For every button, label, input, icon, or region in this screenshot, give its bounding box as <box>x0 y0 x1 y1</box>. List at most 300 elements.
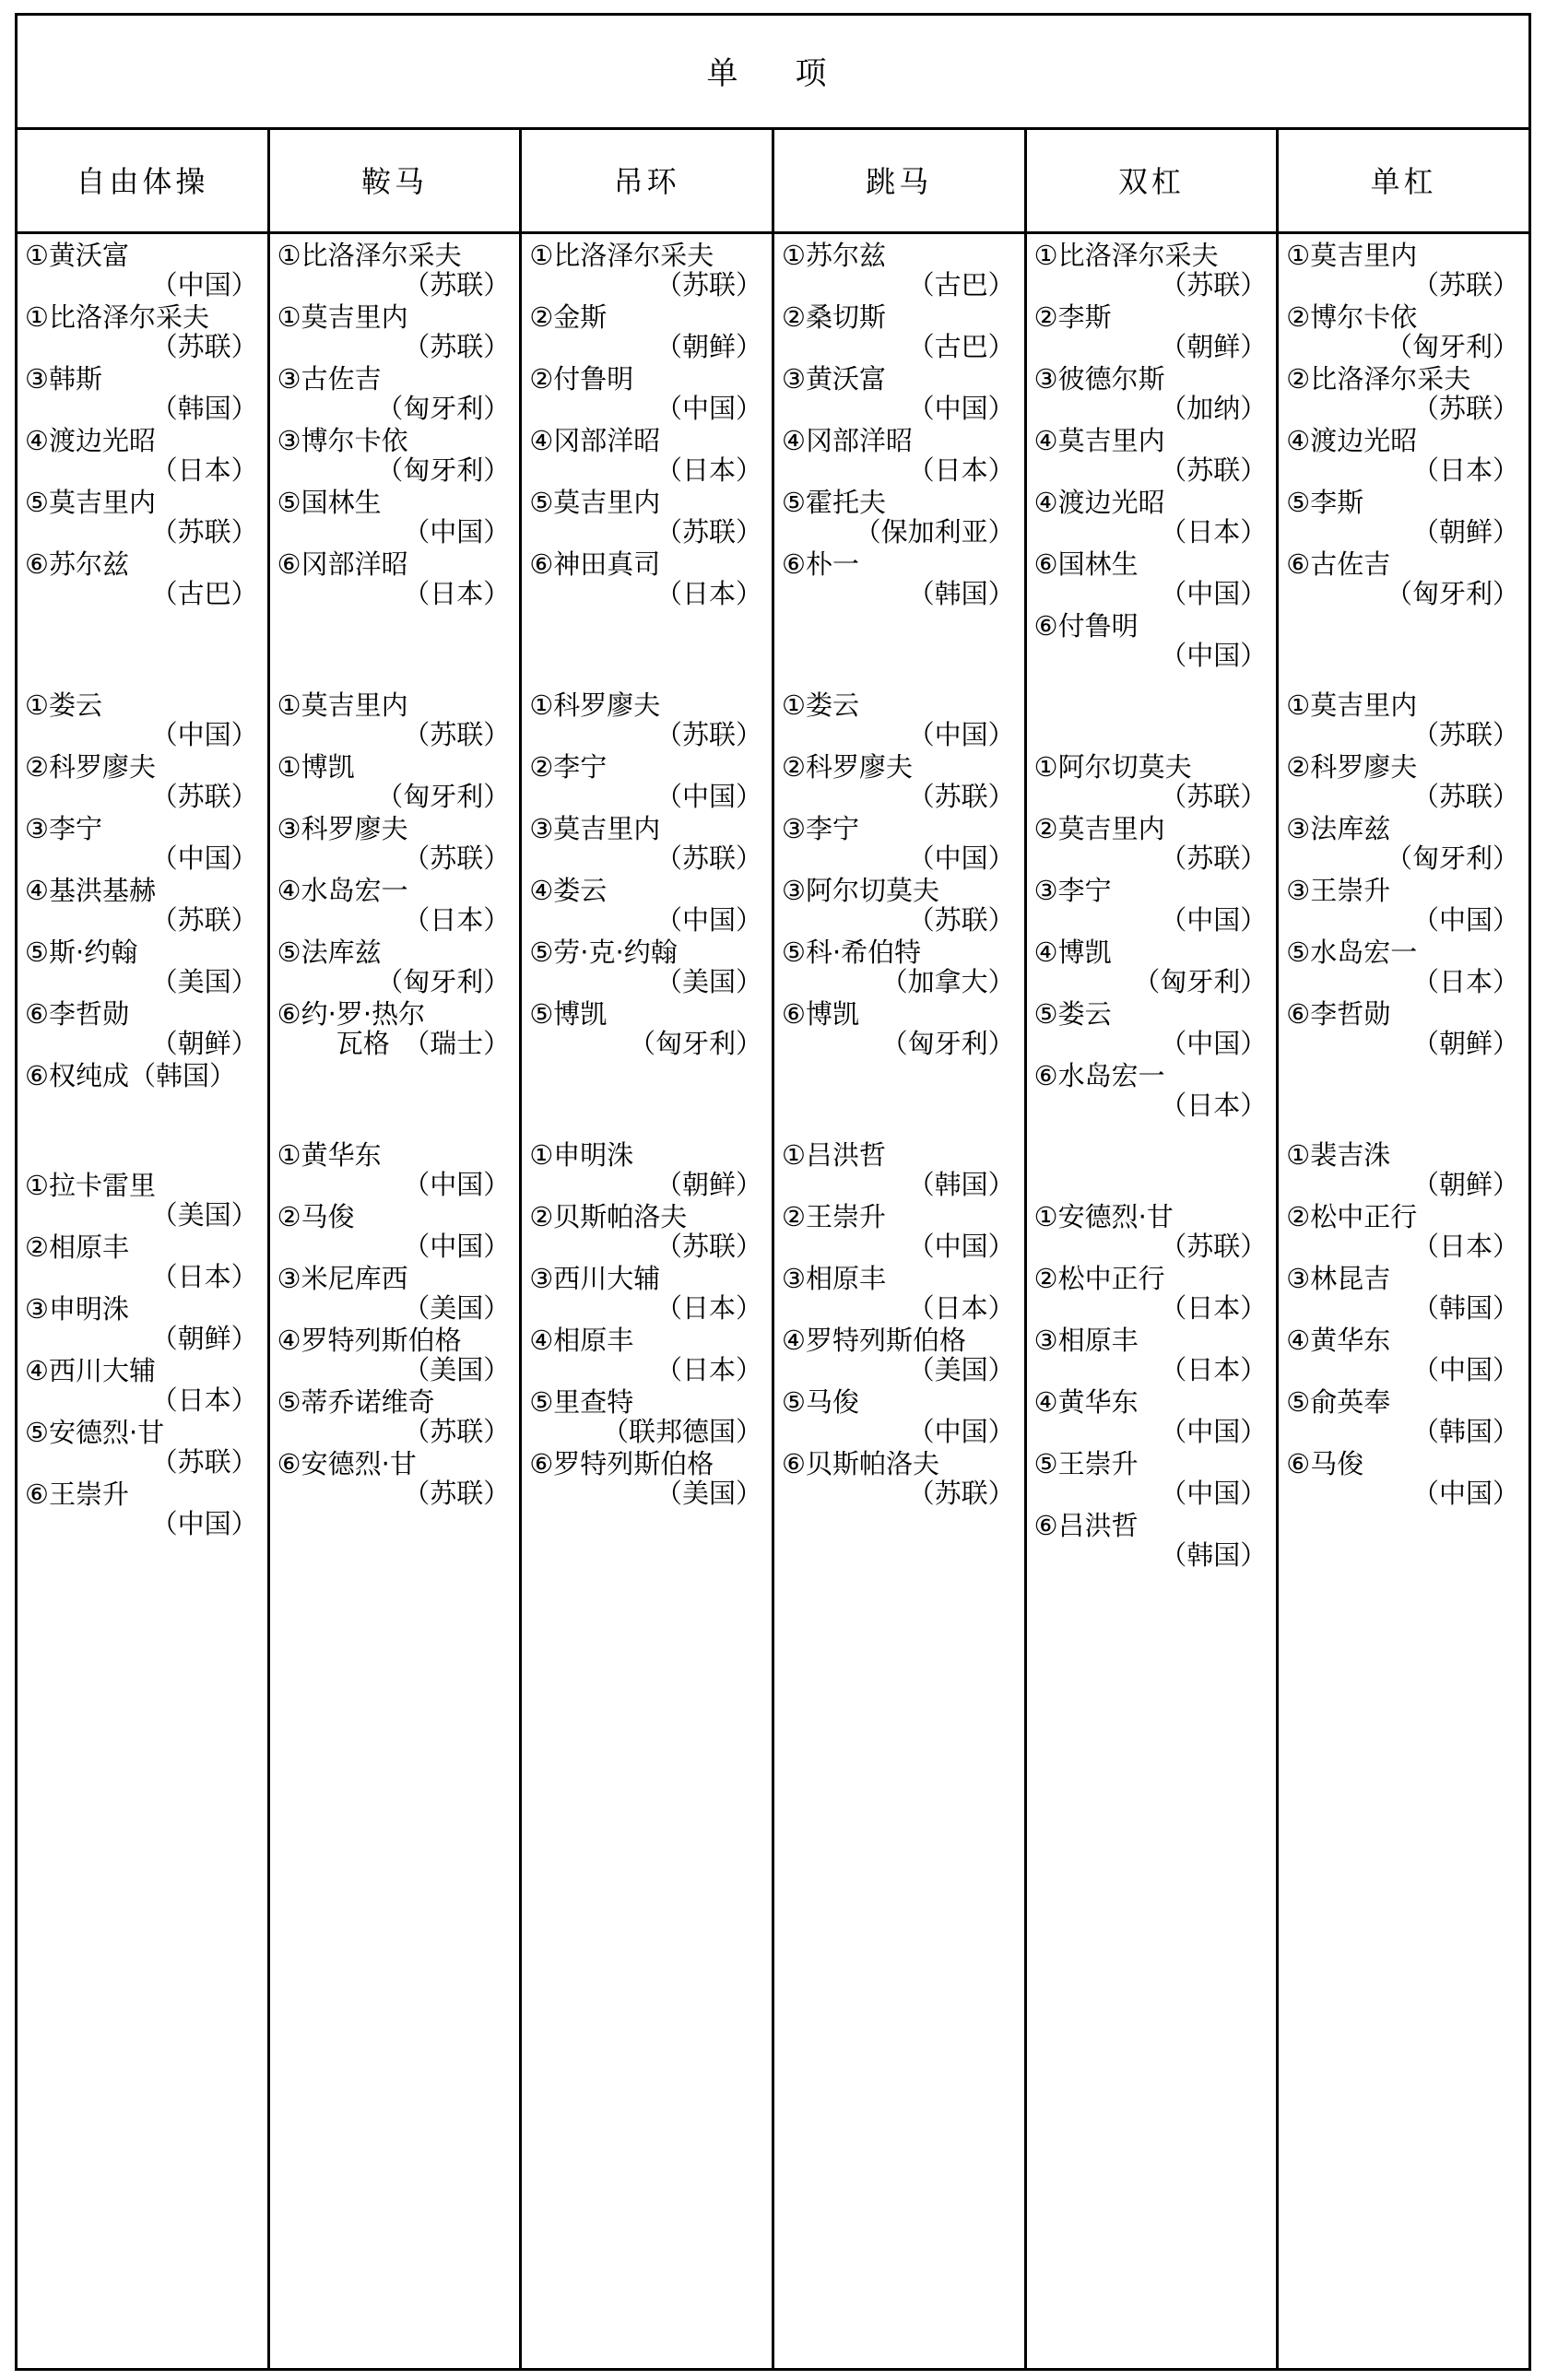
result-group <box>277 240 514 610</box>
result-entry <box>782 1139 1019 1201</box>
result-entry <box>277 998 514 1060</box>
result-group <box>1034 240 1271 672</box>
cell-column-horizontal-bar <box>1278 232 1530 2369</box>
entry-name: ⑤国林生 <box>277 486 382 518</box>
entry-country: （韩国） <box>1160 1538 1268 1571</box>
result-entry <box>277 751 514 813</box>
entry-country: 瓦格 （瑞士） <box>336 1027 511 1059</box>
result-entry <box>529 425 766 487</box>
entry-name: ①比洛泽尔采夫 <box>25 300 209 333</box>
result-entry <box>1286 689 1523 751</box>
entry-country: （苏联） <box>1411 268 1519 300</box>
entry-country: （美国） <box>655 965 762 997</box>
table-title-row <box>17 15 1530 129</box>
entry-country: （中国） <box>655 903 762 936</box>
group-spacer <box>1286 1060 1523 1139</box>
result-entry <box>1286 1386 1523 1448</box>
entry-country: （日本） <box>1411 965 1519 997</box>
entry-name: ①黄沃富 <box>25 239 129 271</box>
entry-country: （匈牙利） <box>376 965 511 997</box>
result-entry <box>277 1386 514 1448</box>
entry-name: ③李宁 <box>1033 874 1112 906</box>
entry-name: ⑥罗特列斯伯格 <box>529 1447 714 1479</box>
result-entry <box>277 301 514 363</box>
entry-name: ①莫吉里内 <box>1286 689 1418 721</box>
entry-country: （日本） <box>403 577 511 609</box>
result-entry <box>277 813 514 875</box>
cell-column-rings <box>521 232 773 2369</box>
entry-name: ⑤博凯 <box>529 997 608 1030</box>
entry-country: （古巴） <box>907 268 1015 300</box>
entry-name: ①娄云 <box>781 689 859 721</box>
entry-name: ⑤马俊 <box>781 1385 859 1418</box>
entry-country: （中国） <box>907 842 1015 874</box>
result-group <box>529 240 766 610</box>
entry-country: （苏联） <box>907 903 1015 936</box>
result-group <box>277 1139 514 1510</box>
entry-name: ⑤法库兹 <box>277 936 382 968</box>
entry-country: （苏联） <box>150 330 258 362</box>
result-entry <box>782 1325 1019 1386</box>
entry-name: ①莫吉里内 <box>277 300 408 333</box>
entry-country: （苏联） <box>1160 268 1268 300</box>
entry-country: （美国） <box>403 1353 511 1385</box>
entry-name: ⑥神田真司 <box>529 548 661 580</box>
entry-name: ②莫吉里内 <box>1033 812 1165 844</box>
entry-country: （日本） <box>150 1260 258 1292</box>
result-entry <box>529 363 766 425</box>
result-entry <box>782 240 1019 301</box>
entry-name: ①安德烈·甘 <box>1033 1200 1174 1232</box>
result-entry <box>529 240 766 301</box>
entry-country: （日本） <box>655 454 762 486</box>
entry-country: （中国） <box>907 718 1015 750</box>
entry-country: （中国） <box>403 1230 511 1262</box>
result-entry <box>1034 240 1271 301</box>
entry-name: ①吕洪哲 <box>781 1138 886 1171</box>
entry-country: （苏联） <box>655 718 762 750</box>
entry-name: ④黄华东 <box>1286 1324 1391 1356</box>
group-spacer <box>277 1060 514 1139</box>
result-entry <box>1034 425 1271 487</box>
entry-name: ⑥王崇升 <box>25 1478 129 1510</box>
entry-name: ③西川大辅 <box>529 1262 661 1294</box>
result-entry <box>277 1201 514 1263</box>
entry-country: （苏联） <box>150 515 258 548</box>
entry-country: （苏联） <box>1160 454 1268 486</box>
entry-country: （中国） <box>1160 1027 1268 1059</box>
entry-country: （美国） <box>150 965 258 997</box>
entry-name: ⑥冈部洋昭 <box>277 548 408 580</box>
entry-country: （日本） <box>1160 1291 1268 1324</box>
result-entry <box>1034 610 1271 672</box>
result-entry <box>782 301 1019 363</box>
result-entry <box>277 240 514 301</box>
result-entry <box>25 998 262 1060</box>
result-entry <box>25 1355 262 1417</box>
entry-country: （苏联） <box>1411 780 1519 812</box>
entry-country: （美国） <box>403 1291 511 1324</box>
result-entry <box>1286 875 1523 937</box>
column-header-rings: 吊环 <box>521 128 773 232</box>
entry-country: （中国） <box>403 1168 511 1200</box>
result-entry <box>1034 751 1271 813</box>
entry-country: （苏联） <box>655 1230 762 1262</box>
result-entry <box>782 487 1019 548</box>
result-entry <box>1034 1263 1271 1325</box>
result-entry <box>1286 937 1523 998</box>
entry-country: （苏联） <box>655 842 762 874</box>
group-spacer <box>277 610 514 689</box>
entry-country: （加纳） <box>1160 392 1268 424</box>
result-entry <box>1034 875 1271 937</box>
cell-column-pommel-horse <box>268 232 521 2369</box>
entry-name: ④水岛宏一 <box>277 874 408 906</box>
entry-name: ⑤斯·约翰 <box>25 936 138 968</box>
result-entry <box>1286 363 1523 425</box>
result-group <box>25 1170 262 1540</box>
result-group <box>782 240 1019 610</box>
result-entry <box>25 689 262 751</box>
entry-country: （加拿大） <box>880 965 1015 997</box>
result-entry <box>25 1060 262 1090</box>
result-entry <box>277 689 514 751</box>
entry-country: （韩国） <box>150 392 258 424</box>
entry-name: ①博凯 <box>277 750 355 783</box>
entry-country: （匈牙利） <box>1133 965 1268 997</box>
entry-name: ①阿尔切莫夫 <box>1033 750 1192 783</box>
entry-name: ⑥权纯成（韩国） <box>25 1059 236 1091</box>
entry-name: ③古佐吉 <box>277 362 382 395</box>
entry-country: （苏联） <box>1411 392 1519 424</box>
result-entry <box>782 1448 1019 1510</box>
result-entry <box>1286 998 1523 1060</box>
entry-name: ①裴吉洙 <box>1286 1138 1391 1171</box>
entry-country: （朝鲜） <box>150 1322 258 1354</box>
group-spacer <box>1034 672 1271 751</box>
entry-country: （匈牙利） <box>376 392 511 424</box>
result-entry <box>1286 751 1523 813</box>
result-group <box>782 1139 1019 1510</box>
result-group <box>1034 1201 1271 1572</box>
entry-country: （苏联） <box>403 1477 511 1509</box>
entry-country: （朝鲜） <box>655 330 762 362</box>
result-entry <box>529 548 766 610</box>
entry-country: （苏联） <box>150 903 258 936</box>
entry-name: ⑥国林生 <box>1033 548 1139 580</box>
entry-name: ⑤劳·克·约翰 <box>529 936 678 968</box>
entry-country: （苏联） <box>403 268 511 300</box>
result-entry <box>1286 487 1523 548</box>
entry-name: ④罗特列斯伯格 <box>277 1324 462 1356</box>
entry-country: （中国） <box>150 268 258 300</box>
group-spacer <box>1034 1122 1271 1201</box>
column-header-pommel-horse: 鞍马 <box>268 128 521 232</box>
entry-name: ①比洛泽尔采夫 <box>277 239 462 271</box>
result-entry <box>25 548 262 610</box>
entry-name: ⑤蒂乔诺维奇 <box>277 1385 435 1418</box>
entry-name: ⑥安德烈·甘 <box>277 1447 417 1479</box>
entry-name: ③莫吉里内 <box>529 812 661 844</box>
entry-name: ⑥吕洪哲 <box>1033 1509 1139 1541</box>
result-entry <box>1286 1139 1523 1201</box>
entry-name: ③申明洙 <box>25 1292 129 1325</box>
result-entry <box>1034 301 1271 363</box>
entry-name: ⑤俞英奉 <box>1286 1385 1391 1418</box>
entry-name: ④基洪基赫 <box>25 874 156 906</box>
entry-country: （古巴） <box>150 577 258 609</box>
entry-country: （日本） <box>655 1353 762 1385</box>
column-header-horizontal-bar: 单杠 <box>1278 128 1530 232</box>
table-header-row <box>17 128 1530 232</box>
entry-name: ③科罗廖夫 <box>277 812 408 844</box>
entry-country: （联邦德国） <box>601 1415 762 1447</box>
entry-country: （中国） <box>150 1507 258 1539</box>
group-spacer <box>529 610 766 689</box>
entry-name: ②科罗廖夫 <box>25 750 156 783</box>
entry-name: ②松中正行 <box>1033 1262 1165 1294</box>
group-spacer <box>25 1090 262 1170</box>
entry-country: （苏联） <box>150 1445 258 1478</box>
entry-name: ③韩斯 <box>25 362 102 395</box>
result-entry <box>782 425 1019 487</box>
entry-country: （中国） <box>1411 1477 1519 1509</box>
entry-name: ③林昆吉 <box>1286 1262 1391 1294</box>
entry-name: ⑤娄云 <box>1033 997 1112 1030</box>
result-entry <box>25 301 262 363</box>
result-entry <box>782 1386 1019 1448</box>
result-entry <box>529 1448 766 1510</box>
entry-country: （日本） <box>1411 1230 1519 1262</box>
column-header-vault: 跳马 <box>773 128 1025 232</box>
result-entry <box>1034 1201 1271 1263</box>
entry-name: ⑤水岛宏一 <box>1286 936 1418 968</box>
entry-name: ④冈部洋昭 <box>529 424 661 456</box>
result-entry <box>25 1417 262 1479</box>
entry-name: ③相原丰 <box>781 1262 886 1294</box>
column-header-parallel-bars: 双杠 <box>1025 128 1278 232</box>
entry-country: （匈牙利） <box>1385 842 1519 874</box>
entry-country: （中国） <box>655 392 762 424</box>
result-entry <box>1286 548 1523 610</box>
entry-country: （日本） <box>655 577 762 609</box>
result-entry <box>1034 1386 1271 1448</box>
result-group <box>1286 240 1523 610</box>
result-entry <box>25 487 262 548</box>
result-entry <box>529 751 766 813</box>
entry-country: （中国） <box>1411 1353 1519 1385</box>
entry-country: （苏联） <box>1160 842 1268 874</box>
result-entry <box>277 1325 514 1386</box>
table-body-row <box>17 232 1530 2369</box>
result-entry <box>25 1293 262 1355</box>
entry-country: （苏联） <box>1160 780 1268 812</box>
result-entry <box>782 751 1019 813</box>
entry-name: ⑥博凯 <box>781 997 859 1030</box>
entry-country: （苏联） <box>403 718 511 750</box>
entry-country: （中国） <box>1411 903 1519 936</box>
entry-country: （匈牙利） <box>628 1027 762 1059</box>
result-entry <box>1286 813 1523 875</box>
entry-country: （苏联） <box>655 515 762 548</box>
entry-country: （中国） <box>403 515 511 548</box>
entry-name: ②付鲁明 <box>529 362 634 395</box>
entry-country: （日本） <box>1160 515 1268 548</box>
entry-country: （韩国） <box>907 577 1015 609</box>
result-group <box>1286 1139 1523 1510</box>
result-group <box>25 240 262 610</box>
entry-country: （匈牙利） <box>376 780 511 812</box>
result-entry <box>25 875 262 937</box>
entry-name: ⑥李哲勋 <box>1286 997 1391 1030</box>
entry-name: ③李宁 <box>781 812 859 844</box>
result-group <box>1286 689 1523 1060</box>
result-entry <box>1034 937 1271 998</box>
result-entry <box>277 1263 514 1325</box>
result-entry <box>529 998 766 1060</box>
result-group <box>529 1139 766 1510</box>
entry-country: （日本） <box>403 903 511 936</box>
entry-country: （韩国） <box>907 1168 1015 1200</box>
entry-name: ①申明洙 <box>529 1138 634 1171</box>
entry-name: ③博尔卡依 <box>277 424 408 456</box>
entry-name: ⑥付鲁明 <box>1033 609 1139 642</box>
group-spacer <box>1286 610 1523 689</box>
entry-name: ②科罗廖夫 <box>1286 750 1418 783</box>
table-title: 单 项 <box>17 15 1530 129</box>
entry-name: ③相原丰 <box>1033 1324 1139 1356</box>
result-entry <box>1286 301 1523 363</box>
result-entry <box>782 998 1019 1060</box>
entry-name: ④相原丰 <box>529 1324 634 1356</box>
entry-country: （美国） <box>655 1477 762 1509</box>
entry-name: ①拉卡雷里 <box>25 1169 156 1201</box>
result-entry <box>1286 1263 1523 1325</box>
entry-name: ④娄云 <box>529 874 608 906</box>
entry-country: （韩国） <box>1411 1415 1519 1447</box>
result-entry <box>782 875 1019 937</box>
entry-name: ①娄云 <box>25 689 102 721</box>
result-entry <box>1034 1510 1271 1572</box>
entry-name: ③法库兹 <box>1286 812 1391 844</box>
result-entry <box>25 1231 262 1293</box>
entry-name: ④渡边光昭 <box>25 424 156 456</box>
entry-name: ⑤科·希伯特 <box>781 936 922 968</box>
entry-country: （中国） <box>1160 903 1268 936</box>
entry-country: （匈牙利） <box>880 1027 1015 1059</box>
entry-name: ⑤王崇升 <box>1033 1447 1139 1479</box>
entry-country: （日本） <box>655 1291 762 1324</box>
entry-name: ①比洛泽尔采夫 <box>529 239 714 271</box>
result-entry <box>1286 240 1523 301</box>
result-group <box>1034 751 1271 1122</box>
entry-country: （保加利亚） <box>854 515 1015 548</box>
result-entry <box>1286 1201 1523 1263</box>
result-entry <box>529 1386 766 1448</box>
result-entry <box>1034 998 1271 1060</box>
entry-name: ②松中正行 <box>1286 1200 1418 1232</box>
entry-name: ③米尼库西 <box>277 1262 408 1294</box>
entry-name: ②金斯 <box>529 300 608 333</box>
entry-country: （苏联） <box>655 268 762 300</box>
entry-name: ④黄华东 <box>1033 1385 1139 1418</box>
entry-country: （美国） <box>907 1353 1015 1385</box>
entry-name: ④博凯 <box>1033 936 1112 968</box>
entry-name: ④渡边光昭 <box>1286 424 1418 456</box>
result-entry <box>277 425 514 487</box>
entry-country: （朝鲜） <box>1160 330 1268 362</box>
result-entry <box>25 363 262 425</box>
result-entry <box>25 937 262 998</box>
entry-name: ④罗特列斯伯格 <box>781 1324 966 1356</box>
entry-country: （中国） <box>655 780 762 812</box>
entry-country: （中国） <box>1160 639 1268 671</box>
result-entry <box>529 1263 766 1325</box>
entry-name: ⑤莫吉里内 <box>25 486 156 518</box>
result-entry <box>25 240 262 301</box>
result-entry <box>277 1448 514 1510</box>
result-entry <box>529 937 766 998</box>
entry-country: （日本） <box>150 454 258 486</box>
entry-country: （匈牙利） <box>1385 577 1519 609</box>
entry-name: ④渡边光昭 <box>1033 486 1165 518</box>
entry-country: （美国） <box>150 1198 258 1231</box>
entry-name: ⑥马俊 <box>1286 1447 1364 1479</box>
single-events-table <box>15 13 1531 2371</box>
entry-name: ②博尔卡依 <box>1286 300 1418 333</box>
result-entry <box>529 301 766 363</box>
group-spacer <box>529 1060 766 1139</box>
cell-column-floor <box>17 232 269 2369</box>
entry-name: ③黄沃富 <box>781 362 886 395</box>
entry-name: ①比洛泽尔采夫 <box>1033 239 1219 271</box>
result-entry <box>782 548 1019 610</box>
group-spacer <box>782 1060 1019 1139</box>
column-header-floor: 自由体操 <box>17 128 269 232</box>
result-entry <box>782 363 1019 425</box>
result-entry <box>25 1479 262 1540</box>
entry-name: ⑤安德烈·甘 <box>25 1416 165 1448</box>
result-group <box>25 689 262 1090</box>
entry-country: （朝鲜） <box>1411 1027 1519 1059</box>
entry-country: （日本） <box>907 454 1015 486</box>
entry-country: （中国） <box>907 1415 1015 1447</box>
result-entry <box>529 1325 766 1386</box>
entry-country: （日本） <box>907 1291 1015 1324</box>
entry-name: ①苏尔兹 <box>781 239 886 271</box>
result-entry <box>529 813 766 875</box>
entry-country: （古巴） <box>907 330 1015 362</box>
result-entry <box>1286 1448 1523 1510</box>
entry-country: （苏联） <box>403 1415 511 1447</box>
entry-country: （日本） <box>1160 1353 1268 1385</box>
entry-name: ①莫吉里内 <box>1286 239 1418 271</box>
entry-country: （苏联） <box>403 330 511 362</box>
cell-column-parallel-bars <box>1025 232 1278 2369</box>
entry-country: （苏联） <box>907 780 1015 812</box>
entry-name: ⑥朴一 <box>781 548 859 580</box>
entry-country: （中国） <box>1160 577 1268 609</box>
result-entry <box>1286 425 1523 487</box>
result-entry <box>1034 1060 1271 1122</box>
result-entry <box>1034 548 1271 610</box>
result-entry <box>25 425 262 487</box>
entry-country: （日本） <box>1411 454 1519 486</box>
entry-country: （苏联） <box>403 842 511 874</box>
entry-name: ⑤霍托夫 <box>781 486 886 518</box>
result-entry <box>1034 1448 1271 1510</box>
entry-name: ②李宁 <box>529 750 608 783</box>
